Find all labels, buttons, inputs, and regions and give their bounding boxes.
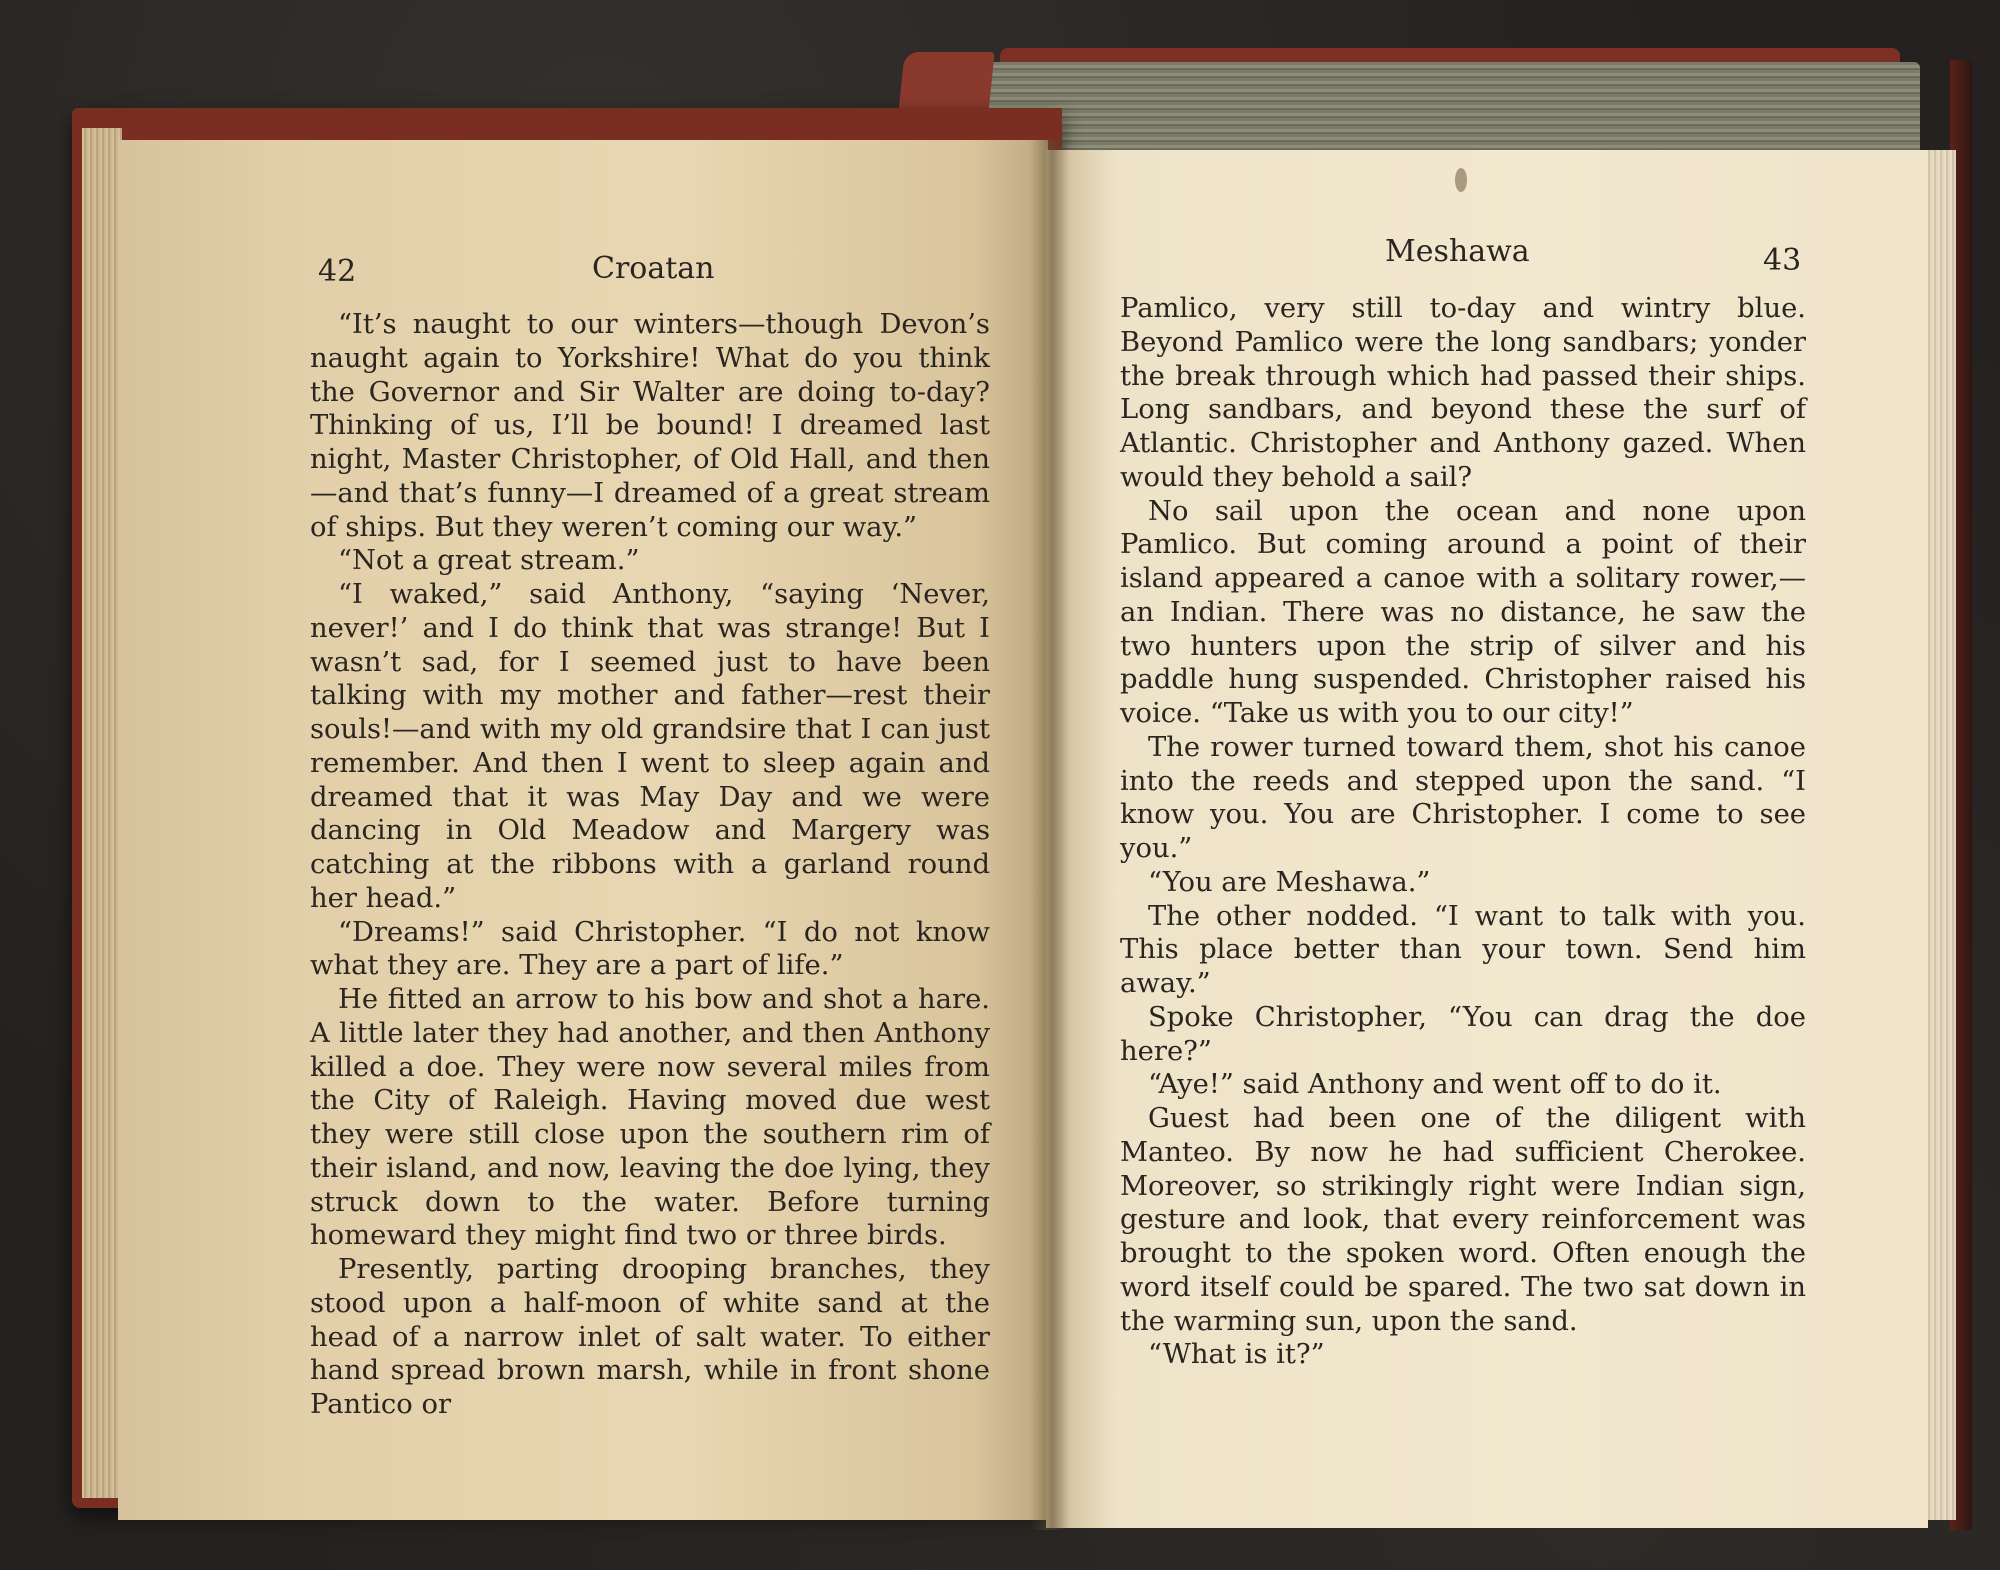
right-page-number: 43 [1763, 243, 1802, 278]
right-paragraph-5: The other nodded. “I want to talk with you. This place better than your town. Send him away.” [1120, 900, 1806, 999]
right-paragraph-7: “Aye!” said Anthony and went off to do it. [1148, 1069, 1722, 1101]
left-paragraph-3: “I waked,” said Anthony, “saying ‘Never, never!’ and I do think that was strange! But I wasn’t sad, for I seemed just to have been talking with my mother and father—rest their souls!—and with my old grandsire that I can just remember. And then I went to sleep again and dreamed that it was May Day and we were dancing in Old Meadow and Margery was catching at the ribbons with a garland round her head.” [310, 579, 990, 914]
left-page-body [310, 308, 990, 1422]
right-paragraph-2: No sail upon the ocean and none upon Pamlico. But coming around a point of their island appeared a canoe with a solitary rower,—an Indian. There was no distance, he saw the two hunters upon the strip of silver and his paddle hung suspended. Christopher raised his voice. “Take us with you to our city!” [1120, 495, 1806, 729]
paper-stain [1455, 168, 1467, 192]
left-paragraph-1: “It’s naught to our winters—though Devon’s naught again to Yorkshire! What do you think the Governor and Sir Walter are doing to-day? Thinking of us, I’ll be bound! I dreamed last night, Master Christopher, of Old Hall, and then —and that’s funny—I dreamed of a great stream of ships. But they weren’t coming our way.” [310, 309, 990, 543]
right-paragraph-6: Spoke Christopher, “You can drag the doe here?” [1120, 1001, 1806, 1067]
left-page-number: 42 [318, 254, 357, 289]
right-paragraph-8: Guest had been one of the diligent with Manteo. By now he had sufficient Cherokee. Moreover, so strikingly right were Indian sign, gesture and look, that every reinforcement was brought to the spoken word. Often enough the word itself could be spared. The two sat down in the warming sun, upon the sand. [1120, 1103, 1806, 1337]
right-paragraph-9: “What is it?” [1148, 1339, 1325, 1371]
right-paragraph-3: The rower turned toward them, shot his canoe into the reeds and stepped upon the sand. “I know you. You are Christopher. I come to see you.” [1120, 731, 1806, 864]
right-running-title: Meshawa [1385, 234, 1530, 269]
page-block-top-edge [960, 62, 1920, 154]
left-paragraph-4: “Dreams!” said Christopher. “I do not know what they are. They are a part of life.” [310, 916, 990, 982]
right-paragraph-4: “You are Meshawa.” [1148, 866, 1431, 898]
left-running-title: Croatan [592, 251, 715, 286]
left-paragraph-2: “Not a great stream.” [338, 545, 640, 577]
book-gutter [1030, 140, 1070, 1530]
left-paragraph-6: Presently, parting drooping branches, they stood upon a half-moon of white sand at the head of a narrow inlet of salt water. To either hand spread brown marsh, while in front shone Pantico or [310, 1254, 990, 1420]
left-paragraph-5: He fitted an arrow to his bow and shot a hare. A little later they had another, and then Anthony killed a doe. They were now several miles from the City of Raleigh. Having moved due west they were still close upon the southern rim of their island, and now, leaving the doe lying, they struck down to the water. Before turning homeward they might find two or three birds. [310, 984, 990, 1252]
page-block-left-edge [82, 128, 122, 1498]
right-paragraph-1: Pamlico, very still to-day and wintry blue. Beyond Pamlico were the long sandbars; yonder the break through which had passed their ships. Long sandbars, and beyond these the surf of Atlantic. Christopher and Anthony gazed. When would they behold a sail? [1120, 293, 1806, 493]
right-page-body [1120, 292, 1806, 1372]
